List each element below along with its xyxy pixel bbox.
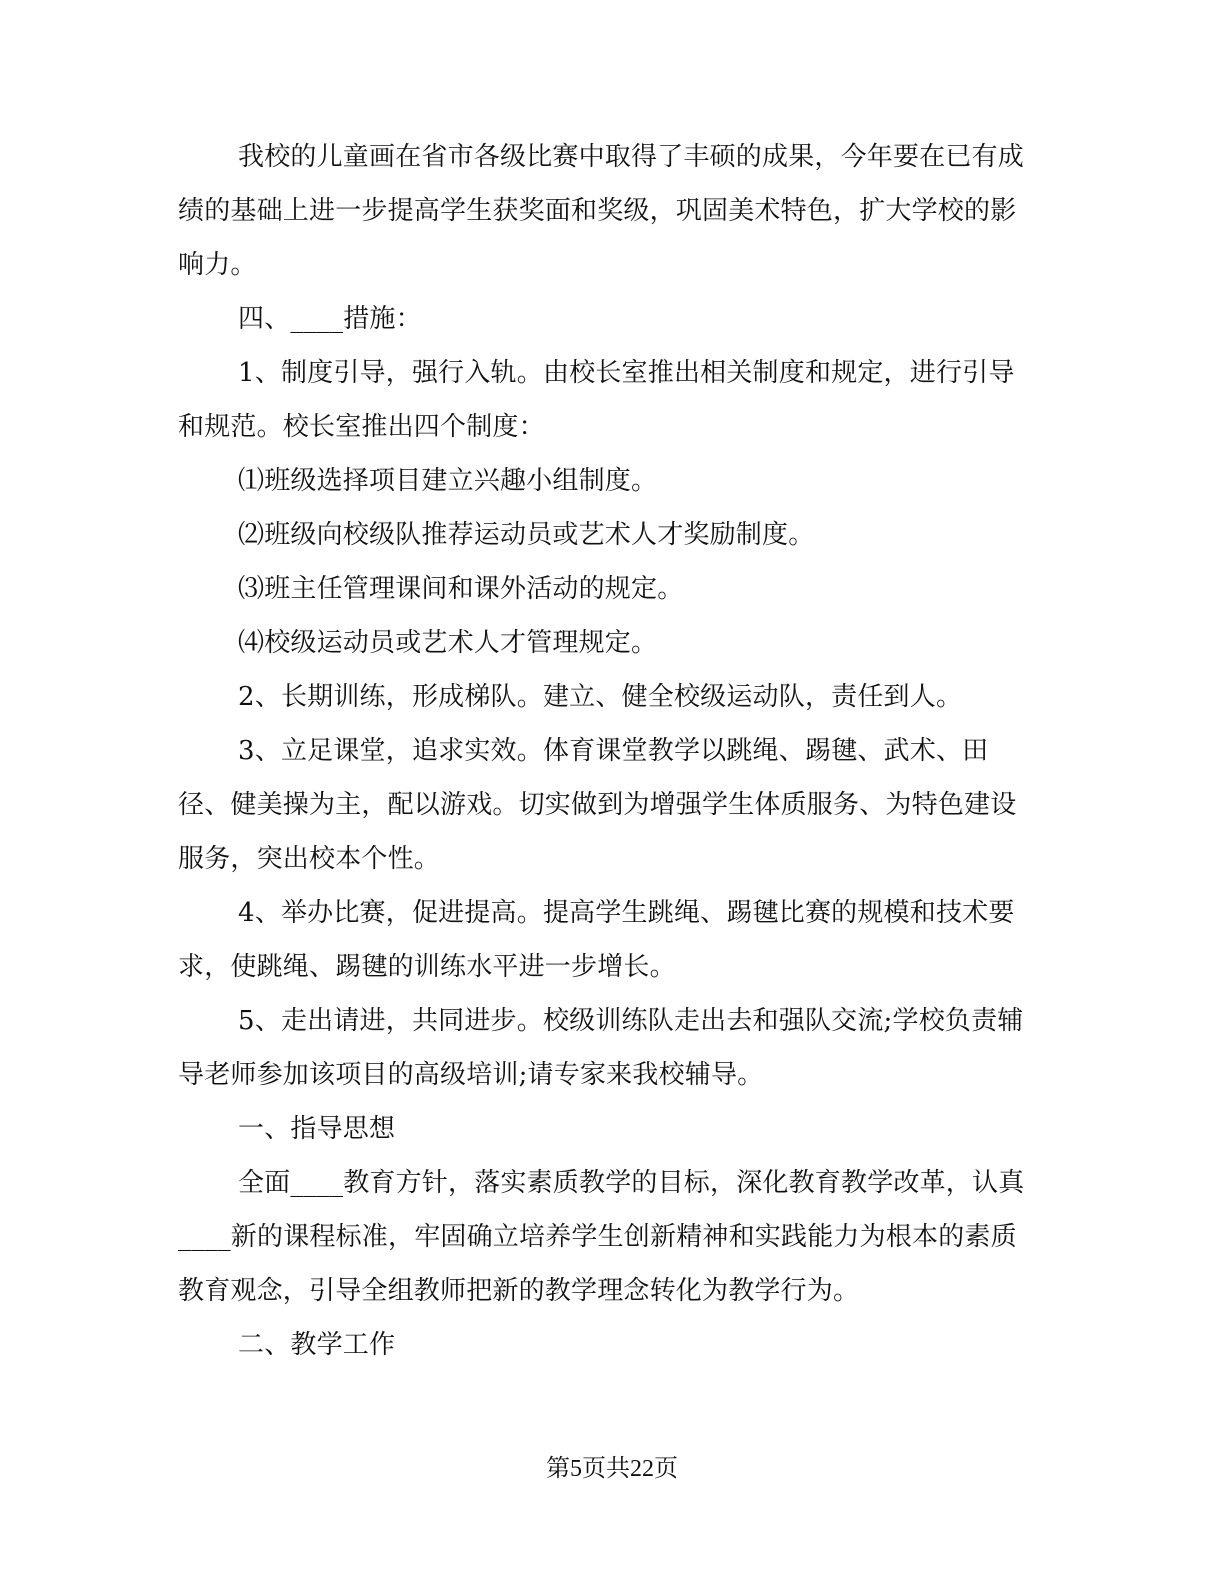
heading-measures: 四、____措施： xyxy=(238,304,422,334)
list-item-rule-1: ⑴班级选择项目建立兴趣小组制度。 xyxy=(238,466,658,496)
list-item-rule-3: ⑶班主任管理课间和课外活动的规定。 xyxy=(238,574,684,604)
paragraph-measure-3: 3、立足课堂，追求实效。体育课堂教学以跳绳、踢毽、武术、田径、健美操为主，配以游戏。切实做到为增强学生体质服务、为特色建设服务，突出校本个性。 xyxy=(178,736,1017,874)
paragraph-measure-2: 2、长期训练，形成梯队。建立、健全校级运动队，责任到人。 xyxy=(238,682,963,712)
heading-guiding-ideology: 一、指导思想 xyxy=(238,1114,396,1144)
paragraph-measure-5: 5、走出请进，共同进步。校级训练队走出去和强队交流;学校负责辅导老师参加该项目的高级培训;请专家来我校辅导。 xyxy=(178,1006,1024,1090)
document-body xyxy=(178,130,1038,1372)
page-number-footer: 第5页共22页 xyxy=(546,1456,678,1482)
paragraph-guiding-ideology: 全面____教育方针，落实素质教学的目标，深化教育教学改革，认真____新的课程标准，牢固确立培养学生创新精神和实践能力为根本的素质教育观念，引导全组教师把新的教学理念转化为教学行为。 xyxy=(178,1168,1025,1306)
paragraph-measure-1: 1、制度引导，强行入轨。由校长室推出相关制度和规定，进行引导和规范。校长室推出四个制度： xyxy=(178,358,1015,442)
list-item-rule-2: ⑵班级向校级队推荐运动员或艺术人才奖励制度。 xyxy=(238,520,815,550)
paragraph-measure-4: 4、举办比赛，促进提高。提高学生跳绳、踢毽比赛的规模和技术要求，使跳绳、踢毽的训练水平进一步增长。 xyxy=(178,898,1015,982)
heading-teaching-work: 二、教学工作 xyxy=(238,1330,396,1360)
list-item-rule-4: ⑷校级运动员或艺术人才管理规定。 xyxy=(238,628,658,658)
paragraph-art-achievements: 我校的儿童画在省市各级比赛中取得了丰硕的成果，今年要在已有成绩的基础上进一步提高学生获奖面和奖级，巩固美术特色，扩大学校的影响力。 xyxy=(178,142,1025,280)
